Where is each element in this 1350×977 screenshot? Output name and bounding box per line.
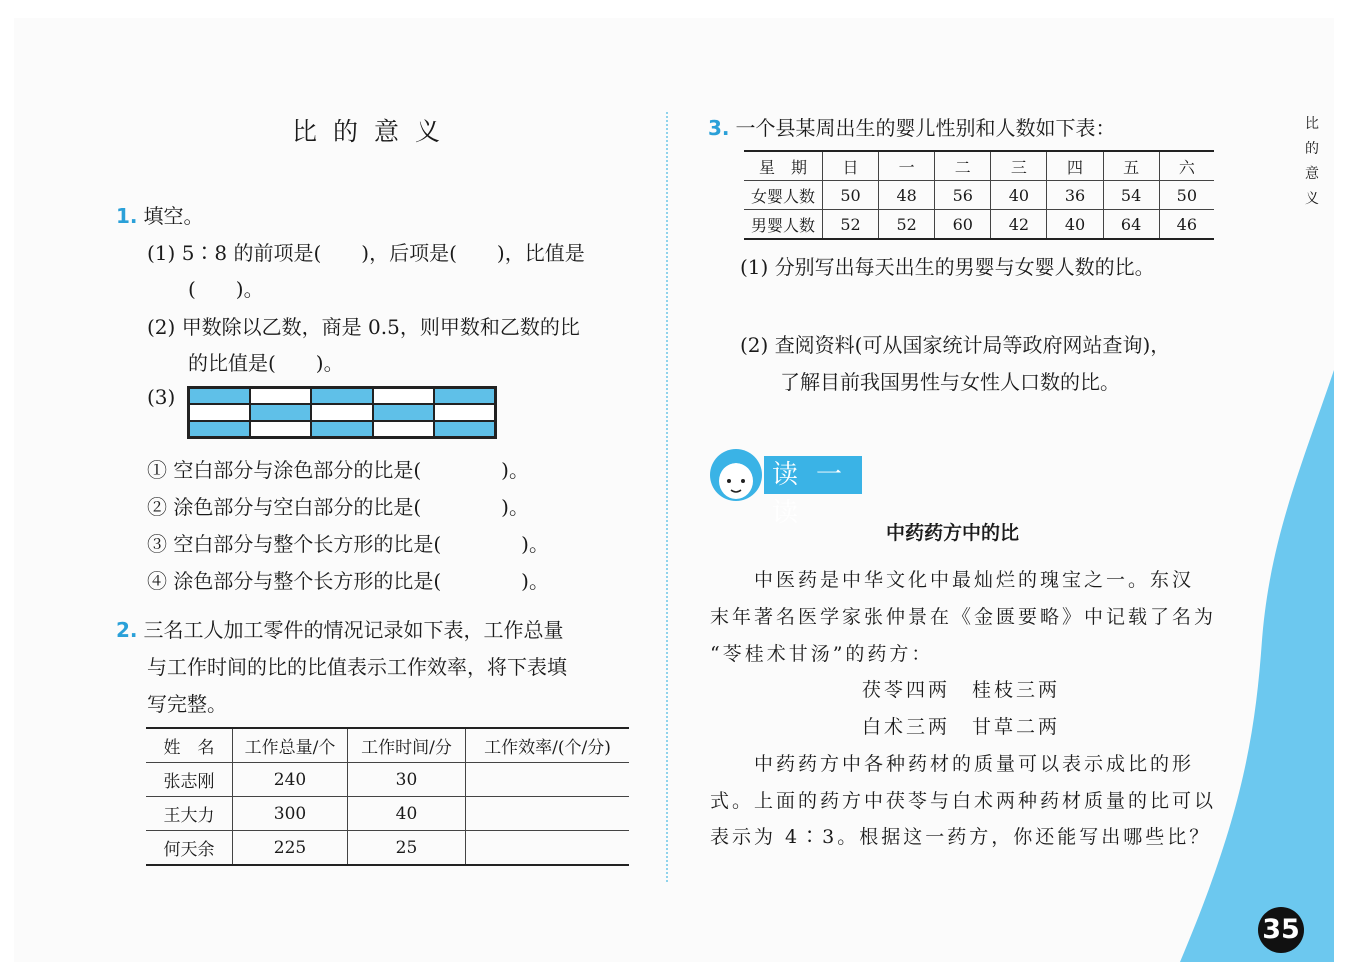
- table-cell: 50: [823, 181, 879, 210]
- read-paragraph-line: 末年著名医学家张仲景在《金匮要略》中记载了名为: [710, 606, 1217, 628]
- recipe-line-2: 白术三两 甘草二两: [862, 716, 1061, 738]
- q3-part2-line1: (2) 查阅资料(可从国家统计局等政府网站查询)，: [740, 333, 1171, 357]
- table-header: 六: [1159, 151, 1214, 181]
- grid-cell: [373, 404, 434, 420]
- grid-cell: [250, 404, 311, 420]
- table-header: 工作效率/(个/分): [466, 728, 630, 763]
- grid-cell: [311, 421, 372, 437]
- grid-cell: [373, 388, 434, 404]
- side-chapter-label: 比的意义: [1305, 116, 1319, 207]
- table-cell: 女婴人数: [744, 181, 823, 210]
- page-number: 35: [1258, 907, 1304, 953]
- read-paragraph-line: 中药药方中各种药材的质量可以表示成比的形: [754, 753, 1195, 775]
- q1-part3-label: (3): [147, 385, 176, 409]
- table-header: 姓 名: [146, 728, 233, 763]
- table-header-row: [146, 728, 629, 763]
- table-cell: 52: [823, 210, 879, 240]
- table-cell: 王大力: [146, 797, 233, 831]
- q1-item-4: ④ 涂色部分与整个长方形的比是( )。: [147, 569, 549, 593]
- table-cell: 张志刚: [146, 763, 233, 797]
- grid-cell: [189, 421, 250, 437]
- page-divider: [666, 112, 668, 882]
- table-header: 工作时间/分: [348, 728, 466, 763]
- q1-part1-line1: (1) 5∶8 的前项是( )，后项是( )，比值是: [147, 241, 585, 265]
- table-row: [146, 831, 629, 866]
- table-header: 星 期: [744, 151, 823, 181]
- read-paragraph-line: “苓桂术甘汤”的药方：: [710, 643, 934, 665]
- grid-cell: [250, 388, 311, 404]
- table-cell: 56: [935, 181, 991, 210]
- table-header: 四: [1047, 151, 1103, 181]
- q3-part2-line2: 了解目前我国男性与女性人口数的比。: [780, 370, 1120, 394]
- table-header: 二: [935, 151, 991, 181]
- page-title: 比的意义: [292, 117, 457, 146]
- shaded-rectangle-figure: [187, 386, 497, 439]
- table-cell: 240: [233, 763, 348, 797]
- table-header: 五: [1103, 151, 1159, 181]
- table-cell: 25: [348, 831, 466, 866]
- q3-part1: (1) 分别写出每天出生的男婴与女婴人数的比。: [740, 255, 1155, 279]
- table-cell: 36: [1047, 181, 1103, 210]
- question-2-line1: [116, 614, 564, 643]
- grid-cell: [189, 404, 250, 420]
- answer-cell[interactable]: [466, 797, 630, 831]
- grid-cell: [311, 388, 372, 404]
- table-row: [744, 181, 1214, 210]
- table-row: [146, 797, 629, 831]
- question-2-number: 2.: [116, 618, 138, 642]
- grid-cell: [434, 404, 495, 420]
- recipe-line-1: 茯苓四两 桂枝三两: [862, 679, 1061, 701]
- answer-cell[interactable]: [466, 763, 630, 797]
- table-cell: 54: [1103, 181, 1159, 210]
- table-header: 日: [823, 151, 879, 181]
- question-3-number: 3.: [708, 116, 730, 140]
- q1-item-1: ① 空白部分与涂色部分的比是( )。: [147, 458, 529, 482]
- table-cell: 男婴人数: [744, 210, 823, 240]
- q1-part2-line2: 的比值是( )。: [188, 351, 344, 375]
- table-cell: 40: [348, 797, 466, 831]
- question-3-text: 一个县某周出生的婴儿性别和人数如下表：: [735, 116, 1116, 140]
- q1-part1-line2: ( )。: [188, 277, 264, 301]
- table-header-row: [744, 151, 1214, 181]
- table-cell: 52: [879, 210, 935, 240]
- question-1-number: 1.: [116, 204, 138, 228]
- grid-cell: [373, 421, 434, 437]
- q1-part2-line1: (2) 甲数除以乙数，商是 0.5，则甲数和乙数的比: [147, 315, 580, 339]
- question-3-head: [708, 112, 1116, 141]
- table-cell: 50: [1159, 181, 1214, 210]
- table-cell: 300: [233, 797, 348, 831]
- read-paragraph-line: 中医药是中华文化中最灿烂的瑰宝之一。东汉: [754, 569, 1195, 591]
- q1-item-2: ② 涂色部分与空白部分的比是( )。: [147, 495, 529, 519]
- table-cell: 42: [991, 210, 1047, 240]
- question-1-head: [116, 200, 204, 229]
- table-header: 三: [991, 151, 1047, 181]
- table-header: 工作总量/个: [233, 728, 348, 763]
- answer-cell[interactable]: [466, 831, 630, 866]
- table-cell: 64: [1103, 210, 1159, 240]
- table-row: [146, 763, 629, 797]
- grid-cell: [189, 388, 250, 404]
- table-cell: 40: [991, 181, 1047, 210]
- question-1-text: 填空。: [143, 204, 204, 228]
- question-2-line2: 与工作时间的比的比值表示工作效率，将下表填: [147, 655, 567, 679]
- table-row: [744, 210, 1214, 240]
- read-label: 读一读: [764, 456, 862, 494]
- table-cell: 30: [348, 763, 466, 797]
- read-paragraph-line: 式。上面的药方中茯苓与白术两种药材质量的比可以: [710, 790, 1217, 812]
- read-title: 中药药方中的比: [886, 522, 1020, 544]
- grid-cell: [250, 421, 311, 437]
- q1-item-3: ③ 空白部分与整个长方形的比是( )。: [147, 532, 549, 556]
- grid-cell: [434, 388, 495, 404]
- question-2-line3: 写完整。: [147, 692, 227, 716]
- table-header: 一: [879, 151, 935, 181]
- read-paragraph-line: 表示为 4∶3。根据这一药方，你还能写出哪些比？: [710, 826, 1212, 848]
- birth-table: [744, 150, 1214, 240]
- table-cell: 何天余: [146, 831, 233, 866]
- table-cell: 60: [935, 210, 991, 240]
- table-cell: 46: [1159, 210, 1214, 240]
- question-2-text: 三名工人加工零件的情况记录如下表，工作总量: [143, 618, 564, 642]
- table-cell: 48: [879, 181, 935, 210]
- grid-cell: [434, 421, 495, 437]
- worker-table: [146, 727, 629, 866]
- table-cell: 225: [233, 831, 348, 866]
- grid-cell: [311, 404, 372, 420]
- table-cell: 40: [1047, 210, 1103, 240]
- girl-face-icon: [706, 443, 766, 505]
